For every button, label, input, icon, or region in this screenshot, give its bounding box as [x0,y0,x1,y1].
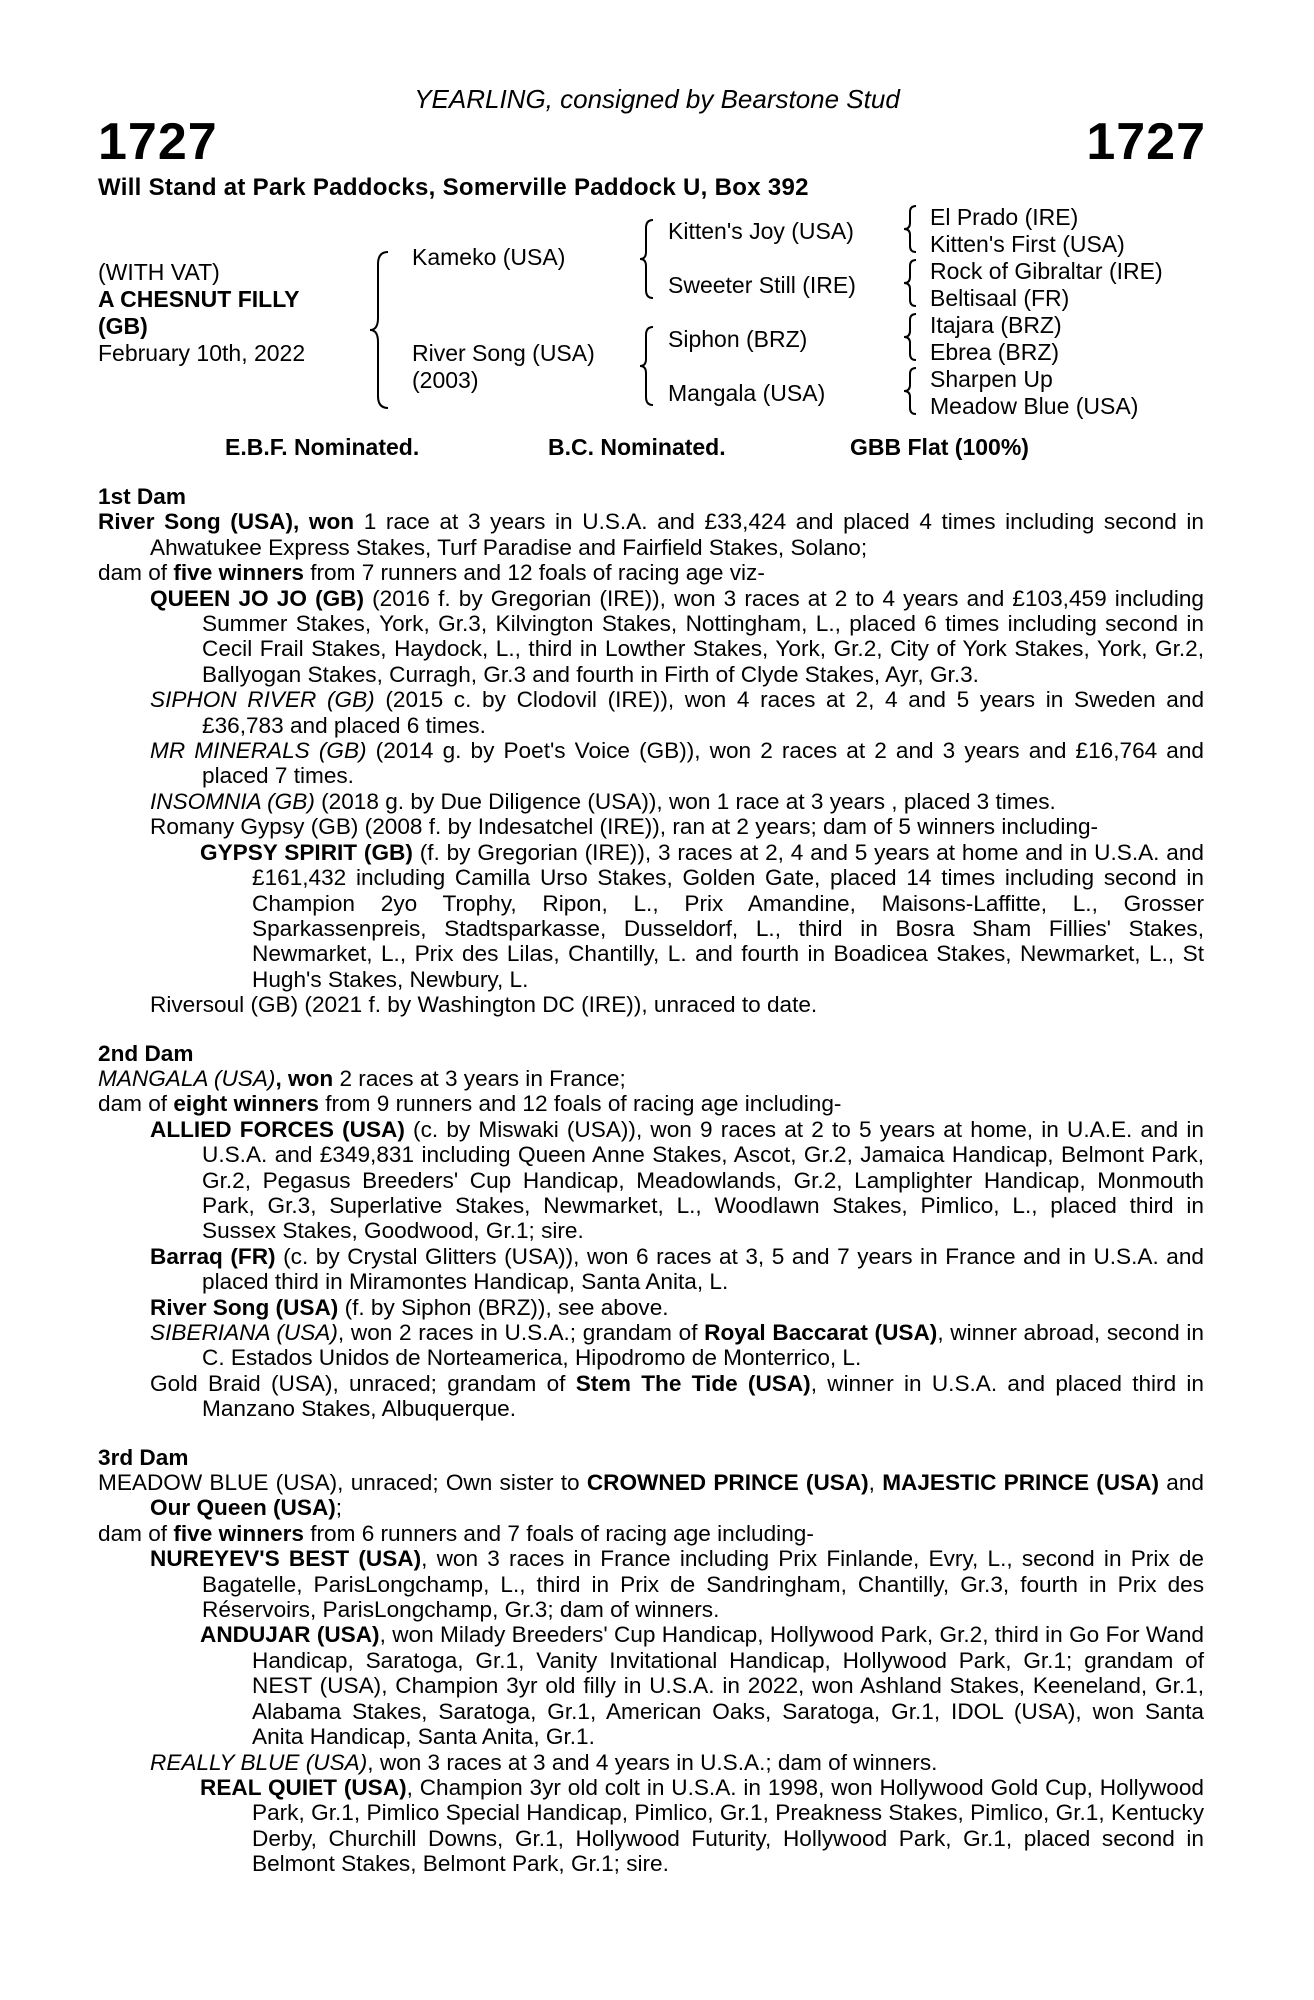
pedigree-brace-dam [640,325,656,407]
progeny-siberiana: SIBERIANA (USA), won 2 races in U.S.A.; grandam of Royal Baccarat (USA), winner abroad, second in C. Estados Unidos de Norteamerica, Hipodromo de Monterrico, L. [150,1320,1204,1371]
progeny-really-blue: REALLY BLUE (USA), won 3 races at 3 and 4 years in U.S.A.; dam of winners. [150,1749,938,1775]
pedigree-g6: Ebrea (BRZ) [930,339,1060,365]
lot-number-right: 1727 [1086,113,1206,171]
pedigree-dam-year: (2003) [412,367,479,393]
consignor-line: YEARLING, consigned by Bearstone Stud [414,84,900,114]
bc-nomination: B.C. Nominated. [548,434,726,460]
progeny-real-quiet: REAL QUIET (USA), Champion 3yr old colt in U.S.A. in 1998, won Hollywood Gold Cup, Hollywood Park, Gr.1, Pimlico Special Handicap, Pimlico, Gr.1, Preakness Stakes, Pimlico, Gr.1, Kentucky Derby, Churchill Downs, Gr.1, Hollywood Futurity, Hollywood Park, Gr.1, placed second in Belmont Stakes, Belmont Park, Gr.1; sire. [200,1774,1204,1877]
progeny-insomnia: INSOMNIA (GB) (2018 g. by Due Diligence (USA)), won 1 race at 3 years , placed 3 times. [150,788,1056,814]
progeny-barraq: Barraq (FR) (c. by Crystal Glitters (USA)), won 6 races at 3, 5 and 7 years in France and in U.S.A. and placed third in Miramontes Handicap, Santa Anita, L. [150,1243,1204,1295]
pedigree-g2: Kitten's First (USA) [930,231,1125,257]
pedigree-g8: Meadow Blue (USA) [930,393,1139,419]
foaling-date: February 10th, 2022 [98,340,306,366]
subject-name-country: (GB) [98,313,148,339]
third-dam-produce-summary: dam of five winners from 6 runners and 7 foals of racing age including- [98,1520,814,1546]
progeny-gypsy-spirit: GYPSY SPIRIT (GB) (f. by Gregorian (IRE)), 3 races at 2, 4 and 5 years at home and in U.S.A. and £161,432 including Camilla Urso Stakes, Golden Gate, placed 14 times including second in Champion 2yo Trophy, Ripon, L., Prix Amandine, Maisons-Laffitte, L., Grosser Sparkassenpreis, Stadtsparkasse, Dusseldorf, L., third in Bosra Sham Fillies' Stakes, Newmarket, L., Prix des Lilas, Chantilly, L. and fourth in Boadicea Stakes, Newmarket, L., St Hugh's Stakes, Newbury, L. [200,839,1204,992]
progeny-andujar: ANDUJAR (USA), won Milady Breeders' Cup Handicap, Hollywood Park, Gr.2, third in Go For Wand Handicap, Saratoga, Gr.1, Vanity Invitational Handicap, Hollywood Park, Gr.1; grandam of NEST (USA), Champion 3yr old filly in U.S.A. in 2022, won Ashland Stakes, Keeneland, Gr.1, Alabama Stakes, Saratoga, Gr.1, American Oaks, Saratoga, Gr.1, IDOL (USA), won Santa Anita Handicap, Santa Anita, Gr.1. [200,1622,1205,1750]
progeny-nureyevs-best: NUREYEV'S BEST (USA), won 3 races in France including Prix Finlande, Evry, L., second in Prix de Bagatelle, ParisLongchamp, L., third in Prix de Sandringham, Chantilly, Gr.3, fourth in Prix des Réservoirs, ParisLongchamp, Gr.3; dam of winners. [150,1546,1204,1623]
progeny-river-song: River Song (USA) (f. by Siphon (BRZ)), see above. [150,1294,669,1320]
pedigree-sire-sire: Kitten's Joy (USA) [668,218,854,244]
pedigree-g7: Sharpen Up [930,366,1053,392]
progeny-queen-jo-jo: QUEEN JO JO (GB) (2016 f. by Gregorian (IRE)), won 3 races at 2 to 4 years and £103,459 including Summer Stakes, York, Gr.3, Kilvington Stakes, Nottingham, L., placed 6 times including second in Cecil Frail Stakes, Haydock, L., third in Lowther Stakes, York, Gr.2, City of York Stakes, York, Gr.2, Ballyogan Stakes, Curragh, Gr.3 and fourth in Firth of Clyde Stakes, Ayr, Gr.3. [150,585,1204,687]
pedigree-brace-g12 [904,204,918,254]
pedigree-brace-main [370,250,392,410]
subject-name: A CHESNUT FILLY [98,286,300,312]
ebf-nomination: E.B.F. Nominated. [225,434,420,460]
vat-label: (WITH VAT) [98,259,220,285]
pedigree-sire: Kameko (USA) [412,244,566,270]
second-dam-heading: 2nd Dam [98,1040,194,1066]
gbb-flat: GBB Flat (100%) [850,434,1029,460]
progeny-allied-forces: ALLIED FORCES (USA) (c. by Miswaki (USA)), won 9 races at 2 to 5 years at home, in U.A.E. and in U.S.A. and £349,831 including Queen Anne Stakes, Ascot, Gr.2, Jamaica Handicap, Belmont Park, Gr.2, Pegasus Breeders' Cup Handicap, Meadowlands, Gr.2, Lamplighter Handicap, Monmouth Park, Gr.3, Superlative Stakes, Newmarket, L., Woodlawn Stakes, Pimlico, L., placed third in Sussex Stakes, Goodwood, Gr.1; sire. [150,1116,1204,1244]
pedigree-sire-dam: Sweeter Still (IRE) [668,272,856,298]
progeny-gold-braid: Gold Braid (USA), unraced; grandam of Stem The Tide (USA), winner in U.S.A. and placed third in Manzano Stakes, Albuquerque. [150,1370,1204,1422]
progeny-mr-minerals: MR MINERALS (GB) (2014 g. by Poet's Voice (GB)), won 2 races at 2 and 3 years and £16,764 and placed 7 times. [150,738,1204,789]
lot-number-left: 1727 [98,113,218,171]
pedigree-g1: El Prado (IRE) [930,204,1079,230]
second-dam-intro: MANGALA (USA), won 2 races at 3 years in France; [98,1065,626,1091]
pedigree-dam-sire: Siphon (BRZ) [668,326,808,352]
pedigree-g3: Rock of Gibraltar (IRE) [930,258,1163,284]
first-dam-heading: 1st Dam [98,484,186,509]
progeny-romany-gypsy: Romany Gypsy (GB) (2008 f. by Indesatchel (IRE)), ran at 2 years; dam of 5 winners including- [150,814,1099,840]
pedigree-brace-sire [640,218,656,300]
progeny-riversoul: Riversoul (GB) (2021 f. by Washington DC (IRE)), unraced to date. [150,992,818,1018]
pedigree-brace-g56 [904,312,918,362]
first-dam-intro: River Song (USA), won 1 race at 3 years in U.S.A. and £33,424 and placed 4 times including second in Ahwatukee Express Stakes, Turf Paradise and Fairfield Stakes, Solano; [98,509,1204,560]
pedigree-brace-g78 [904,366,918,416]
third-dam-heading: 3rd Dam [98,1444,189,1470]
stand-location: Will Stand at Park Paddocks, Somerville Paddock U, Box 392 [98,174,809,201]
pedigree-g5: Itajara (BRZ) [930,312,1062,338]
progeny-siphon-river: SIPHON RIVER (GB) (2015 c. by Clodovil (IRE)), won 4 races at 2, 4 and 5 years in Sweden and £36,783 and placed 6 times. [150,687,1205,738]
pedigree-brace-g34 [904,258,918,308]
second-dam-produce-summary: dam of eight winners from 9 runners and 12 foals of racing age including- [98,1091,842,1117]
pedigree-dam: River Song (USA) [412,340,595,366]
pedigree-g4: Beltisaal (FR) [930,285,1070,311]
first-dam-produce-summary: dam of five winners from 7 runners and 12 foals of racing age viz- [98,560,765,586]
third-dam-intro: MEADOW BLUE (USA), unraced; Own sister to CROWNED PRINCE (USA), MAJESTIC PRINCE (USA) and Our Queen (USA); [98,1470,1204,1521]
dam-records [98,484,1204,1877]
pedigree-dam-dam: Mangala (USA) [668,380,826,406]
